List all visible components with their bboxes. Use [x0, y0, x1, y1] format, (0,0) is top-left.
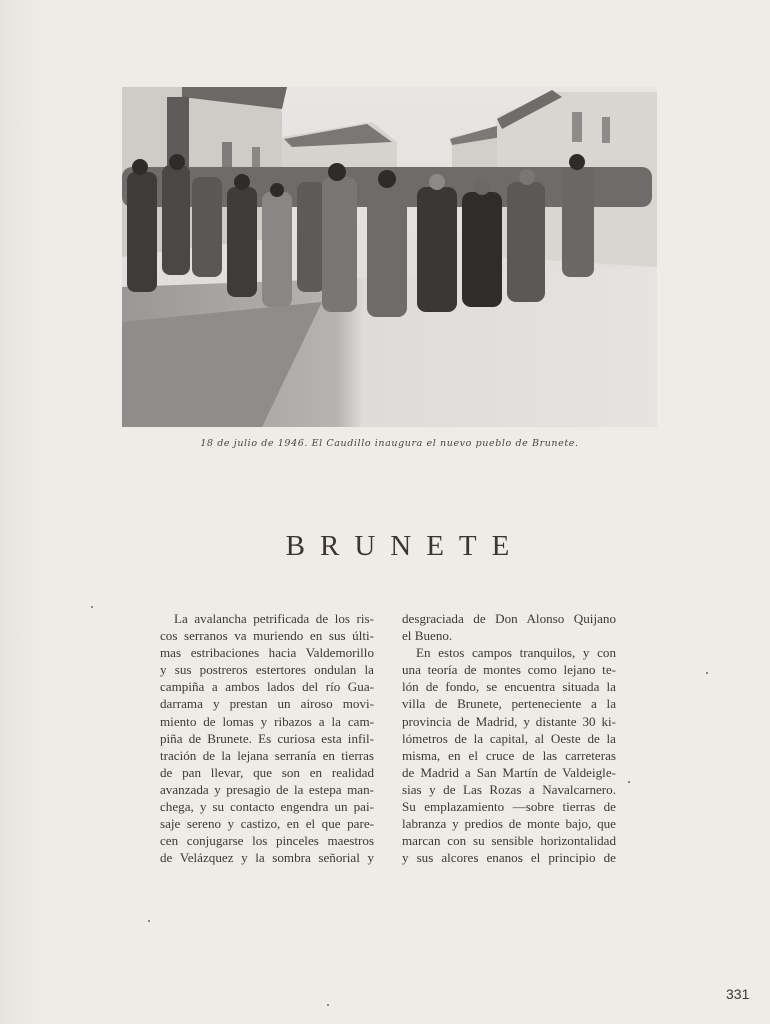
text-line: de Madrid a San Martín de Valdeigle- — [402, 764, 616, 780]
page-number: 331 — [726, 986, 750, 1002]
photo-caption: 18 de julio de 1946. El Caudillo inaugura el nuevo pueblo de Brunete. — [200, 438, 579, 449]
text-line: mas estribaciones hacia Valdemorillo — [160, 645, 374, 661]
text-line: Su emplazamiento —sobre tierras de — [402, 799, 616, 815]
text-line: villa de Brunete, perteneciente a la — [402, 696, 616, 712]
paper-speck — [706, 672, 708, 674]
text-line: labranza y predios de monte bajo, que — [402, 816, 616, 832]
text-line: desgraciada de Don Alonso Quijano — [402, 611, 616, 626]
text-line: avanzada y presagio de la estepa man- — [160, 781, 374, 797]
article-title: BRUNETE — [285, 530, 525, 562]
photograph-franco-inauguration — [122, 87, 657, 427]
text-line: saje sereno y castizo, en el que pare- — [160, 816, 374, 832]
text-line: el Bueno. — [402, 628, 453, 644]
text-line: En estos campos tranquilos, y con — [416, 645, 616, 661]
text-line: y sus postreros estertores ondulan la — [160, 662, 374, 678]
text-line: miento de lomas y ribazos a la cam- — [160, 713, 374, 729]
text-line: provincia de Madrid, y distante 30 ki- — [402, 713, 616, 729]
text-line: darrama y prestan un airoso movi- — [160, 696, 374, 712]
left-column — [160, 610, 374, 866]
text-line: tración de la lejana serranía en tierras — [160, 747, 374, 763]
text-line: marcan con su sensible horizontalidad — [402, 833, 616, 849]
paper-speck — [148, 920, 150, 922]
text-line: sias y de Las Rozas a Navalcarnero. — [402, 781, 616, 797]
text-line: y sus alcores enanos el principio de — [402, 850, 616, 866]
text-line: de Velázquez y la sombra señorial y — [160, 850, 374, 866]
text-line: cen conjugarse los pinceles maestros — [160, 833, 374, 849]
text-line: misma, en el cruce de las carreteras — [402, 747, 616, 763]
text-line: de pan llevar, que son en realidad — [160, 764, 374, 780]
text-line: una teoría de montes como lejano te- — [402, 662, 616, 678]
right-column — [402, 610, 616, 866]
page-edge-shadow — [0, 0, 44, 1024]
photo-illustration — [122, 87, 657, 427]
text-line: La avalancha petrificada de los ris- — [174, 611, 374, 626]
paper-speck — [327, 1004, 329, 1006]
text-line: piña de Brunete. Es curiosa esta infil- — [160, 730, 374, 746]
text-line: lómetros de la capital, al Oeste de la — [402, 730, 616, 746]
paper-speck — [628, 781, 630, 783]
paper-speck — [91, 606, 93, 608]
text-line: chega, y su contacto engendra un pai- — [160, 799, 374, 815]
text-line: campiña a ambos lados del río Gua- — [160, 679, 374, 695]
text-line: lón de fondo, se encuentra situada la — [402, 679, 616, 695]
text-line: cos serranos va muriendo en sus últi- — [160, 628, 374, 644]
